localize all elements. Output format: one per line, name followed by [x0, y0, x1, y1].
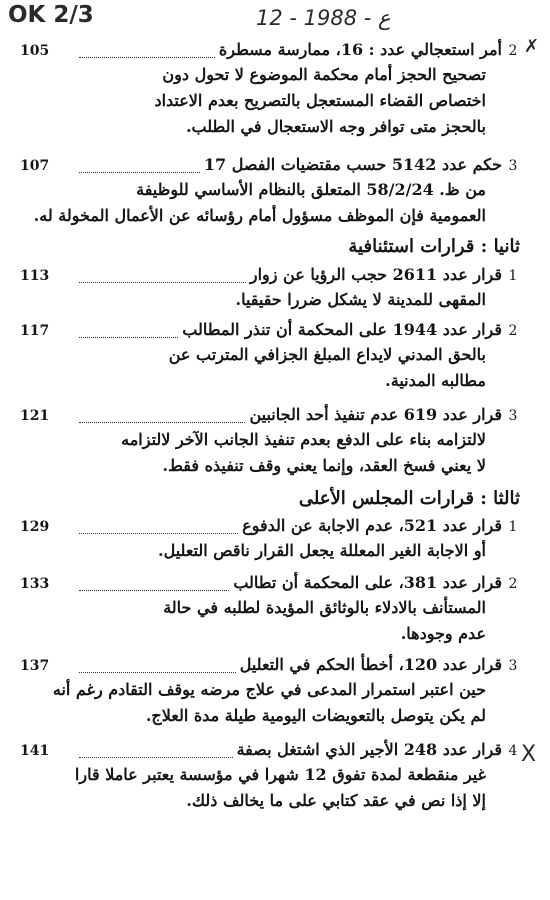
- dot-leader: [79, 578, 229, 591]
- entry-title: قرار عدد 381، على المحكمة أن تطالب: [233, 573, 502, 592]
- section-title: ثالثا : قرارات المجلس الأعلى: [298, 488, 520, 509]
- handwritten-date: 12 - ع - 1988: [256, 6, 391, 30]
- toc-entry-head: [20, 320, 524, 342]
- page-number: 113: [20, 268, 50, 284]
- toc-entry: [20, 573, 524, 647]
- toc-entry-head: [20, 155, 524, 177]
- section-title: ثانيا : قرارات استئنافية: [348, 236, 520, 257]
- entry-index: 3: [508, 158, 518, 174]
- toc-entry: [20, 265, 524, 313]
- toc-entry: [20, 740, 524, 814]
- page-number: 121: [20, 408, 50, 424]
- entry-text-line: بالحجز متى توافر وجه الاستعجال في الطلب.: [185, 117, 486, 136]
- entry-text-line: حين اعتبر استمرار المدعى في علاج مرضه يوقف التقادم رغم أنه: [52, 680, 486, 699]
- entry-text-line: إلا إذا نص في عقد كتابي على ما يخالف ذلك.: [186, 791, 486, 810]
- entry-text-line: عدم وجودها.: [400, 624, 486, 643]
- entry-index: 2: [508, 323, 518, 339]
- dot-leader: [79, 660, 236, 673]
- entry-index: 1: [508, 268, 518, 284]
- dot-leader: [79, 410, 245, 423]
- entry-text-line: مطالبه المدنية.: [385, 371, 486, 390]
- dot-leader: [79, 521, 238, 534]
- page-number: 133: [20, 576, 50, 592]
- page-number: 117: [20, 323, 50, 339]
- toc-entry: [20, 320, 524, 394]
- page-number: 141: [20, 743, 50, 759]
- entry-title: حكم عدد 5142 حسب مقتضيات الفصل 17: [203, 155, 502, 174]
- entry-text-line: أو الاجابة الغير المعللة يجعل القرار ناقص التعليل.: [158, 541, 486, 560]
- toc-entry: [20, 516, 524, 564]
- dot-leader: [79, 45, 215, 58]
- entry-text-line: المستأنف بالادلاء بالوثائق المؤيدة لطلبه في حالة: [163, 598, 486, 617]
- dot-leader: [79, 160, 200, 173]
- entry-title: قرار عدد 521، عدم الاجابة عن الدفوع: [242, 516, 502, 535]
- entry-text-line: المقهى للمدينة لا يشكل ضررا حقيقيا.: [235, 290, 486, 309]
- entry-text-line: من ظ. 58/2/24 المتعلق بالنظام الأساسي للوظيفة: [136, 180, 486, 199]
- entry-text-line: تصحيح الحجز أمام محكمة الموضوع لا تحول دون: [162, 65, 486, 84]
- toc-entry: [20, 155, 524, 229]
- dot-leader: [79, 325, 178, 338]
- entry-title: قرار عدد 248 الأجير الذي اشتغل بصفة: [236, 740, 502, 759]
- entry-text-line: العمومية فإن الموظف مسؤول أمام رؤسائه عن الأعمال المخولة له.: [33, 206, 486, 225]
- handwritten-reference: OK 2/3: [8, 2, 94, 28]
- entry-title: أمر استعجالي عدد : 16، ممارسة مسطرة: [218, 40, 502, 59]
- handwritten-cross-mark-top: ✗: [524, 36, 540, 57]
- entry-index: 2: [508, 576, 518, 592]
- entry-index: 3: [508, 658, 518, 674]
- entry-text-line: بالحق المدني لايداع المبلغ الجزافي المترتب عن: [168, 345, 486, 364]
- page-number: 137: [20, 658, 50, 674]
- toc-entry: [20, 40, 524, 140]
- entry-index: 4: [508, 743, 518, 759]
- toc-entry-head: [20, 40, 524, 62]
- entry-title: قرار عدد 2611 حجب الرؤيا عن زوار: [249, 265, 502, 284]
- entry-text-line: لالتزامه بناء على الدفع بعدم تنفيذ الجانب الآخر لالتزامه: [121, 430, 486, 449]
- dot-leader: [79, 270, 246, 283]
- page-number: 105: [20, 43, 50, 59]
- toc-entry-head: [20, 740, 524, 762]
- entry-index: 1: [508, 519, 518, 535]
- page-number: 107: [20, 158, 50, 174]
- toc-entry: [20, 655, 524, 729]
- handwritten-cross-mark-bottom: X: [521, 742, 537, 767]
- entry-index: 2: [508, 43, 518, 59]
- toc-entry-head: [20, 265, 524, 287]
- toc-entry-head: [20, 655, 524, 677]
- entry-index: 3: [508, 408, 518, 424]
- entry-title: قرار عدد 619 عدم تنفيذ أحد الجانبين: [249, 405, 502, 424]
- page-number: 129: [20, 519, 50, 535]
- entry-title: قرار عدد 1944 على المحكمة أن تنذر المطالب: [182, 320, 502, 339]
- toc-entry: [20, 405, 524, 479]
- dot-leader: [79, 745, 233, 758]
- toc-entry-head: [20, 573, 524, 595]
- toc-entry-head: [20, 516, 524, 538]
- entry-text-line: لا يعني فسخ العقد، وإنما يعني وقف تنفيذه فقط.: [162, 456, 486, 475]
- entry-text-line: غير منقطعة لمدة تفوق 12 شهرا في مؤسسة يعتبر عاملا قارا: [74, 765, 486, 784]
- entry-title: قرار عدد 120، أخطأ الحكم في التعليل: [239, 655, 502, 674]
- toc-entry-head: [20, 405, 524, 427]
- entry-text-line: لم يكن يتوصل بالتعويضات اليومية طيلة مدة العلاج.: [145, 706, 486, 725]
- entry-text-line: اختصاص القضاء المستعجل بالتصريح بعدم الاعتداد: [154, 91, 486, 110]
